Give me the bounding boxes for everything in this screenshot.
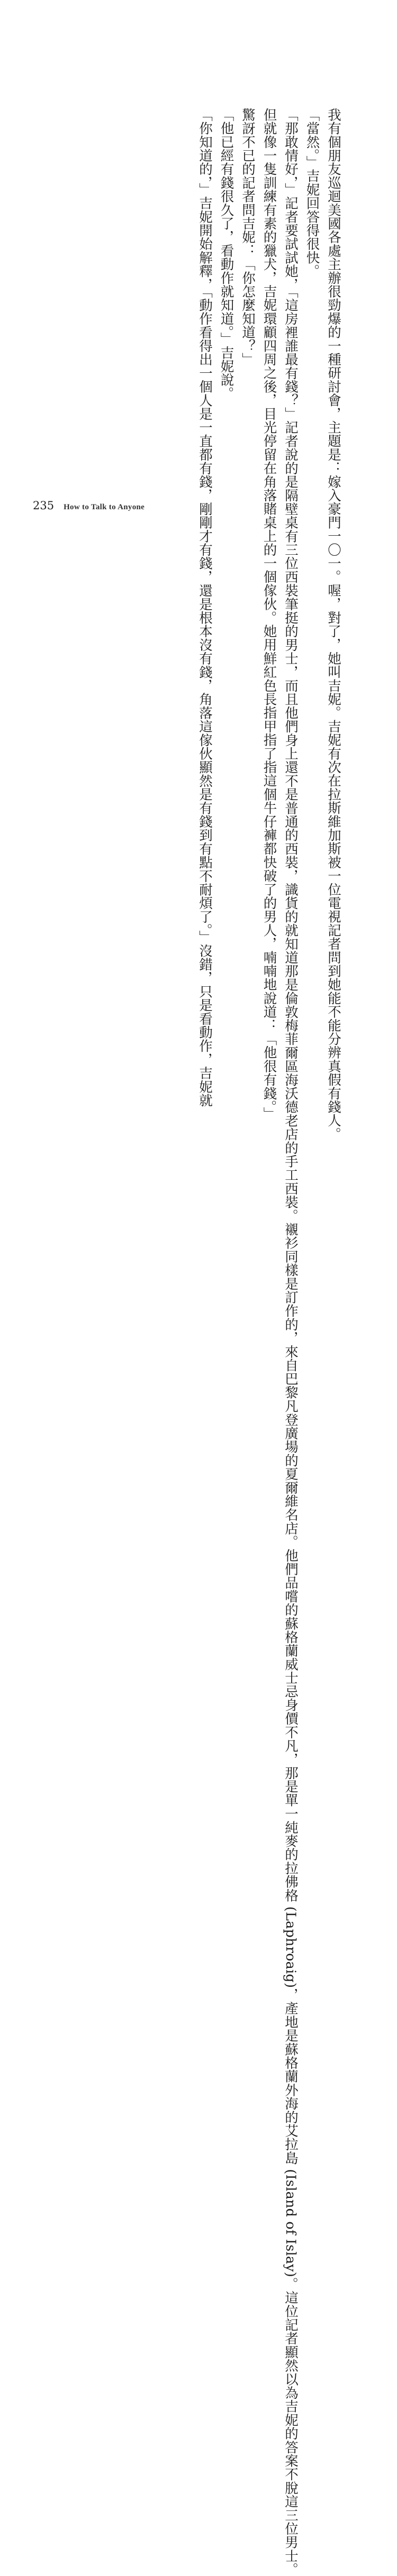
paragraph: 驚訝不已的記者問吉妮：「你怎麼知道？」 xyxy=(240,107,256,366)
page-number: 235 xyxy=(33,499,55,512)
paragraph: 「那敢情好，」記者要試試她，「這房裡誰最有錢？」記者說的是隔壁桌有三位西裝筆挺的男士，而且他們身上還不是普通的西裝，識貨的就知道那是倫敦梅菲爾區海沃德老店的手工西裝。襯衫同樣是訂作的，來自巴黎凡登廣場的夏爾維名店。他們品嚐的蘇格蘭威士忌身價不凡，那是單一純麥的拉佛格 (Laphroaig)，產地是蘇格蘭外海的艾拉島 (Island of Islay)。這位記者顯然以為吉妮的答案不脫這三位男士。 xyxy=(283,107,299,2576)
body-text xyxy=(194,94,345,2576)
paragraph: 我有個朋友巡迴美國各處主辦很勁爆的一種研討會，主題是：嫁入豪門一〇一。喔，對了，她叫吉妮。吉妮有次在拉斯維加斯被一位電視記者問到她能不能分辨真假有錢人。 xyxy=(326,107,341,1141)
paragraph: 「當然。」吉妮回答得很快。 xyxy=(304,107,320,278)
running-title: How to Talk to Anyone xyxy=(64,503,145,511)
paragraph: 「他已經有錢很久了，看動作就知道。」吉妮說。 xyxy=(218,107,234,400)
paragraph: 「你知道的，」吉妮開始解釋，「動作看得出一個人是一直都有錢，剛剛才有錢，還是根本沒有錢，角落這傢伙顯然是有錢到有點不耐煩了。」沒錯，只是看動作，吉妮就 xyxy=(197,107,213,1107)
page-footer xyxy=(33,499,145,512)
paragraph: 但就像一隻訓練有素的獵犬，吉妮環顧四周之後，目光停留在角落賭桌上的一個傢伙。她用鮮紅色長指甲指了指這個牛仔褲都快破了的男人，喃喃地說道：「他很有錢。」 xyxy=(261,107,277,1121)
